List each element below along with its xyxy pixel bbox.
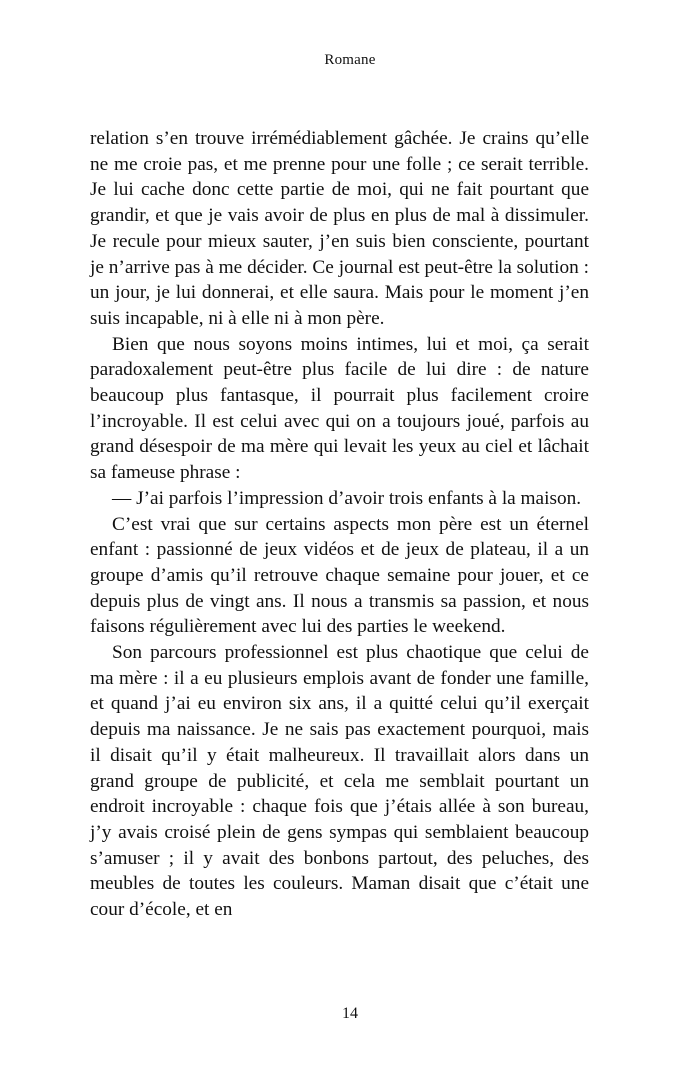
paragraph: C’est vrai que sur certains aspects mon père est un éternel enfant : passionné de jeux vidéos et de jeux de plateau, il a un groupe d’amis qu’il retrouve chaque semaine pour jouer, et ce depuis plus de vingt ans. Il nous a transmis sa passion, et nous faisons régulièrement avec lui des parties le weekend. <box>90 513 589 638</box>
paragraph: Bien que nous soyons moins intimes, lui et moi, ça serait paradoxalement peut-être plus facile de lui dire : de nature beaucoup plus fantasque, il pourrait plus facilement croire l’incroyable. Il est celui avec qui on a toujours joué, parfois au grand désespoir de ma mère qui levait les yeux au ciel et lâchait sa fameuse phrase : <box>90 333 589 484</box>
paragraph: Son parcours professionnel est plus chaotique que celui de ma mère : il a eu plusieurs emplois avant de fonder une famille, et quand j’ai eu environ six ans, il a quitté celui qu’il exerçait depuis ma naissance. Je ne sais pas exactement pourquoi, mais il disait qu’il y était malheureux. Il travaillait alors dans un grand groupe de publicité, et cela me semblait pourtant un endroit incroyable : chaque fois que j’étais allée à son bureau, j’y avais croisé plein de gens sympas qui semblaient beaucoup s’amuser ; il y avait des bonbons partout, des peluches, des meubles de toutes les couleurs. Maman disait que c’était une cour d’école, et en <box>90 642 589 921</box>
paragraph: relation s’en trouve irrémédiablement gâchée. Je crains qu’elle ne me croie pas, et me prenne pour une folle ; ce serait terrible. Je lui cache donc cette partie de moi, qui ne fait pourtant que grandir, et que je vais avoir de plus en plus de mal à dissimuler. Je recule pour mieux sauter, j’en suis bien consciente, pourtant je n’arrive pas à me décider. Ce journal est peut-être la solution : un jour, je lui donnerai, et elle saura. Mais pour le moment j’en suis incapable, ni à elle ni à mon père. <box>90 128 589 329</box>
page-number: 14 <box>342 1005 358 1022</box>
dialogue-line: — J’ai parfois l’impression d’avoir trois enfants à la maison. <box>112 487 582 509</box>
body-text <box>90 126 589 923</box>
running-header: Romane <box>324 52 376 68</box>
